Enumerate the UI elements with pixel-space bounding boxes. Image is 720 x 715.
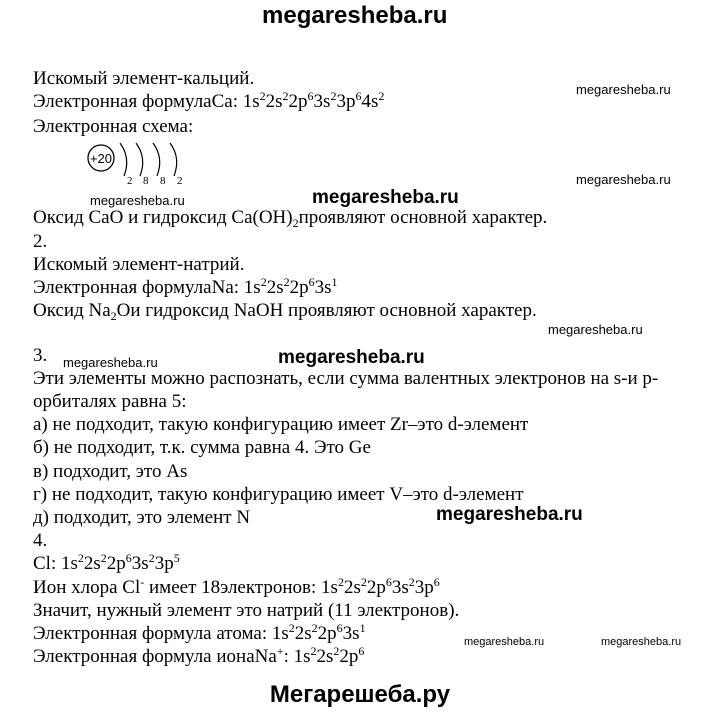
task3-item: в) подходит, это As [33, 461, 188, 482]
task4-number: 4. [33, 530, 48, 551]
watermark: megaresheba.ru [548, 322, 643, 337]
task3-item: г) не подходит, такую конфигурацию имеет V–это d-элемент [33, 484, 524, 505]
watermark: megaresheba.ru [464, 636, 545, 648]
task4-chloride-ion: Ион хлора Cl- имеет 18электронов: $1s^22s^22p^63s^23p^6$ [33, 575, 440, 598]
header-watermark: megaresheba.ru [262, 2, 448, 29]
task4-conclusion: Значит, нужный элемент это натрий (11 электронов). [33, 600, 460, 621]
task3-intro: Эти элементы можно распознать, если сумма валентных электронов на s-и p- [33, 368, 659, 389]
task2-formula: Электронная формулаNa: $1s^22s^22p^63s^1$ [33, 275, 338, 298]
shell-count-3: 8 [160, 175, 166, 187]
task4-chlorine-formula: Cl: $1s^22s^22p^63s^23p^5$ [33, 551, 180, 574]
nucleus-charge: +20 [89, 151, 113, 166]
task3-number: 3. [33, 345, 48, 366]
task3-item: б) не подходит, т.к. сумма равна 4. Это Ge [33, 437, 371, 458]
task2-oxide: Оксид $Na_2Ои$ гидроксид NaOH проявляют основной характер. [33, 300, 537, 323]
electron-shell-diagram [82, 140, 202, 190]
task2-number: 2. [33, 231, 48, 252]
task3-item: а) не подходит, такую конфигурацию имеет Zr–это d-элемент [33, 414, 529, 435]
task2-element: Искомый элемент-натрий. [33, 254, 245, 275]
shell-arc-3 [153, 143, 160, 176]
shell-count-2: 8 [143, 175, 149, 187]
shell-count-4: 2 [177, 175, 183, 187]
shell-arc-4 [170, 143, 177, 176]
task3-intro: орбиталях равна 5: [33, 391, 187, 412]
task1-formula: Электронная формулаCa: $1s^22s^22p^63s^23p^64s^2$ [33, 89, 385, 112]
task4-atom-formula: Электронная формула атома: $1s^22s^22p^63s^1$ [33, 621, 366, 644]
watermark: megaresheba.ru [278, 347, 425, 368]
shell-arc-1 [120, 143, 127, 176]
shell-arc-2 [136, 143, 143, 176]
task1-element: Искомый элемент-кальций. [33, 68, 255, 89]
watermark: megaresheba.ru [601, 636, 682, 648]
watermark: megaresheba.ru [63, 355, 158, 370]
watermark: megaresheba.ru [90, 193, 185, 208]
task1-oxide: Оксид СаО и гидроксид $Са(ОН)_2проявляют$ основной характер. [33, 207, 548, 230]
task1-scheme-label: Электронная схема: [33, 116, 194, 137]
watermark: megaresheba.ru [436, 504, 583, 525]
watermark: megaresheba.ru [312, 187, 459, 208]
shell-count-1: 2 [127, 175, 133, 187]
task4-ion-formula: Электронная формула ионаNa+: $1s^22s^22p^6$ [33, 644, 365, 667]
task3-item: д) подходит, это элемент N [33, 507, 251, 528]
footer-watermark: Мегарешеба.ру [269, 681, 451, 708]
watermark: megaresheba.ru [576, 172, 671, 187]
watermark: megaresheba.ru [576, 82, 671, 97]
